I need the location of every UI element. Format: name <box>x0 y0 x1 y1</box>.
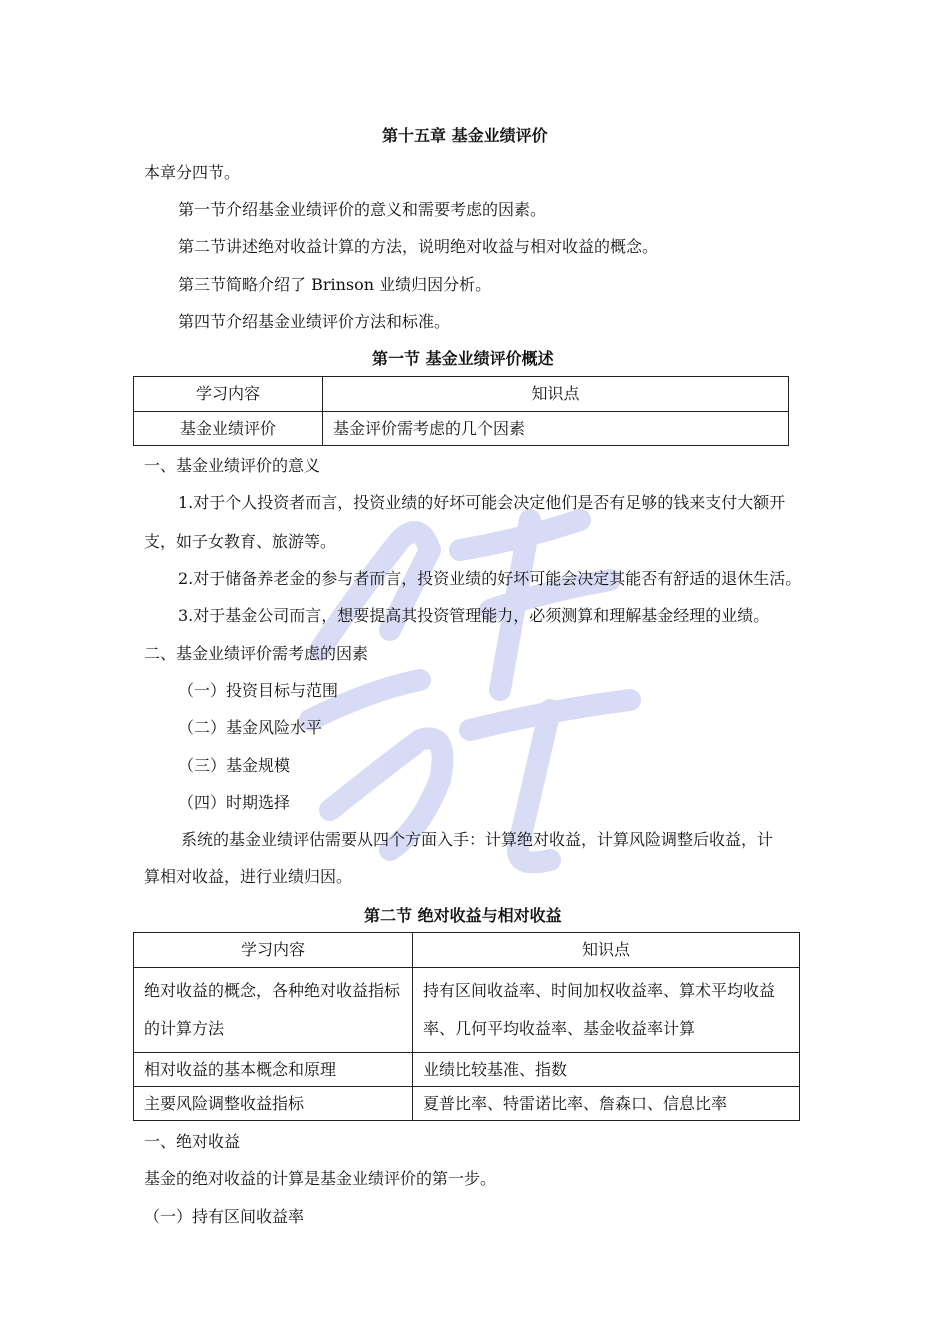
page-title: 第十五章 基金业绩评价 <box>382 126 548 145</box>
table-cell-line: 绝对收益的概念，各种绝对收益指标 <box>144 981 401 1000</box>
table-cell: 夏普比率、特雷诺比率、詹森口、信息比率 <box>413 1087 800 1121</box>
section1-table <box>133 376 789 446</box>
section2-part1-title: 一、绝对收益 <box>144 1132 241 1151</box>
intro-item: 第二节讲述绝对收益计算的方法，说明绝对收益与相对收益的概念。 <box>178 237 659 256</box>
intro-item: 第四节介绍基金业绩评价方法和标准。 <box>178 312 451 331</box>
paragraph: 支，如子女教育、旅游等。 <box>144 532 337 551</box>
table-cell: 基金业绩评价 <box>134 412 323 446</box>
factor-item: （一）投资目标与范围 <box>178 681 339 700</box>
table-header-cell: 学习内容 <box>134 933 413 968</box>
paragraph: 算相对收益，进行业绩归因。 <box>144 867 353 886</box>
section1-part2-title: 二、基金业绩评价需考虑的因素 <box>144 644 369 663</box>
table-cell: 主要风险调整收益指标 <box>134 1087 413 1121</box>
table-cell <box>134 968 413 1053</box>
section1-heading: 第一节 基金业绩评价概述 <box>372 349 554 368</box>
intro-item: 第三节简略介绍了 Brinson 业绩归因分析。 <box>178 275 492 294</box>
table-cell-line: 持有区间收益率、时间加权收益率、算术平均收益 <box>423 981 776 1000</box>
table-cell <box>413 968 800 1053</box>
paragraph: 1.对于个人投资者而言，投资业绩的好坏可能会决定他们是否有足够的钱来支付大额开 <box>178 493 786 512</box>
section2-table <box>133 932 800 1121</box>
table-header-cell: 学习内容 <box>134 377 323 412</box>
factor-item: （二）基金风险水平 <box>178 718 323 737</box>
paragraph: 系统的基金业绩评估需要从四个方面入手：计算绝对收益，计算风险调整后收益，计 <box>181 830 774 849</box>
table-cell-line: 率、几何平均收益率、基金收益率计算 <box>423 1019 696 1038</box>
table-cell: 业绩比较基准、指数 <box>413 1053 800 1087</box>
table-header-cell: 知识点 <box>323 377 789 412</box>
table-cell: 基金评价需考虑的几个因素 <box>323 412 789 446</box>
section1-part1-title: 一、基金业绩评价的意义 <box>144 456 321 475</box>
intro-item: 第一节介绍基金业绩评价的意义和需要考虑的因素。 <box>178 200 547 219</box>
table-cell: 相对收益的基本概念和原理 <box>134 1053 413 1087</box>
factor-item: （四）时期选择 <box>178 793 291 812</box>
paragraph: 3.对于基金公司而言，想要提高其投资管理能力，必须测算和理解基金经理的业绩。 <box>178 606 770 625</box>
table-cell-line: 的计算方法 <box>144 1019 225 1038</box>
subsection-title: （一）持有区间收益率 <box>144 1207 305 1226</box>
factor-item: （三）基金规模 <box>178 756 291 775</box>
intro-lead: 本章分四节。 <box>144 163 241 182</box>
section2-heading: 第二节 绝对收益与相对收益 <box>364 906 562 925</box>
table-header-cell: 知识点 <box>413 933 800 968</box>
paragraph: 基金的绝对收益的计算是基金业绩评价的第一步。 <box>144 1169 497 1188</box>
paragraph: 2.对于储备养老金的参与者而言，投资业绩的好坏可能会决定其能否有舒适的退休生活。 <box>178 569 802 588</box>
